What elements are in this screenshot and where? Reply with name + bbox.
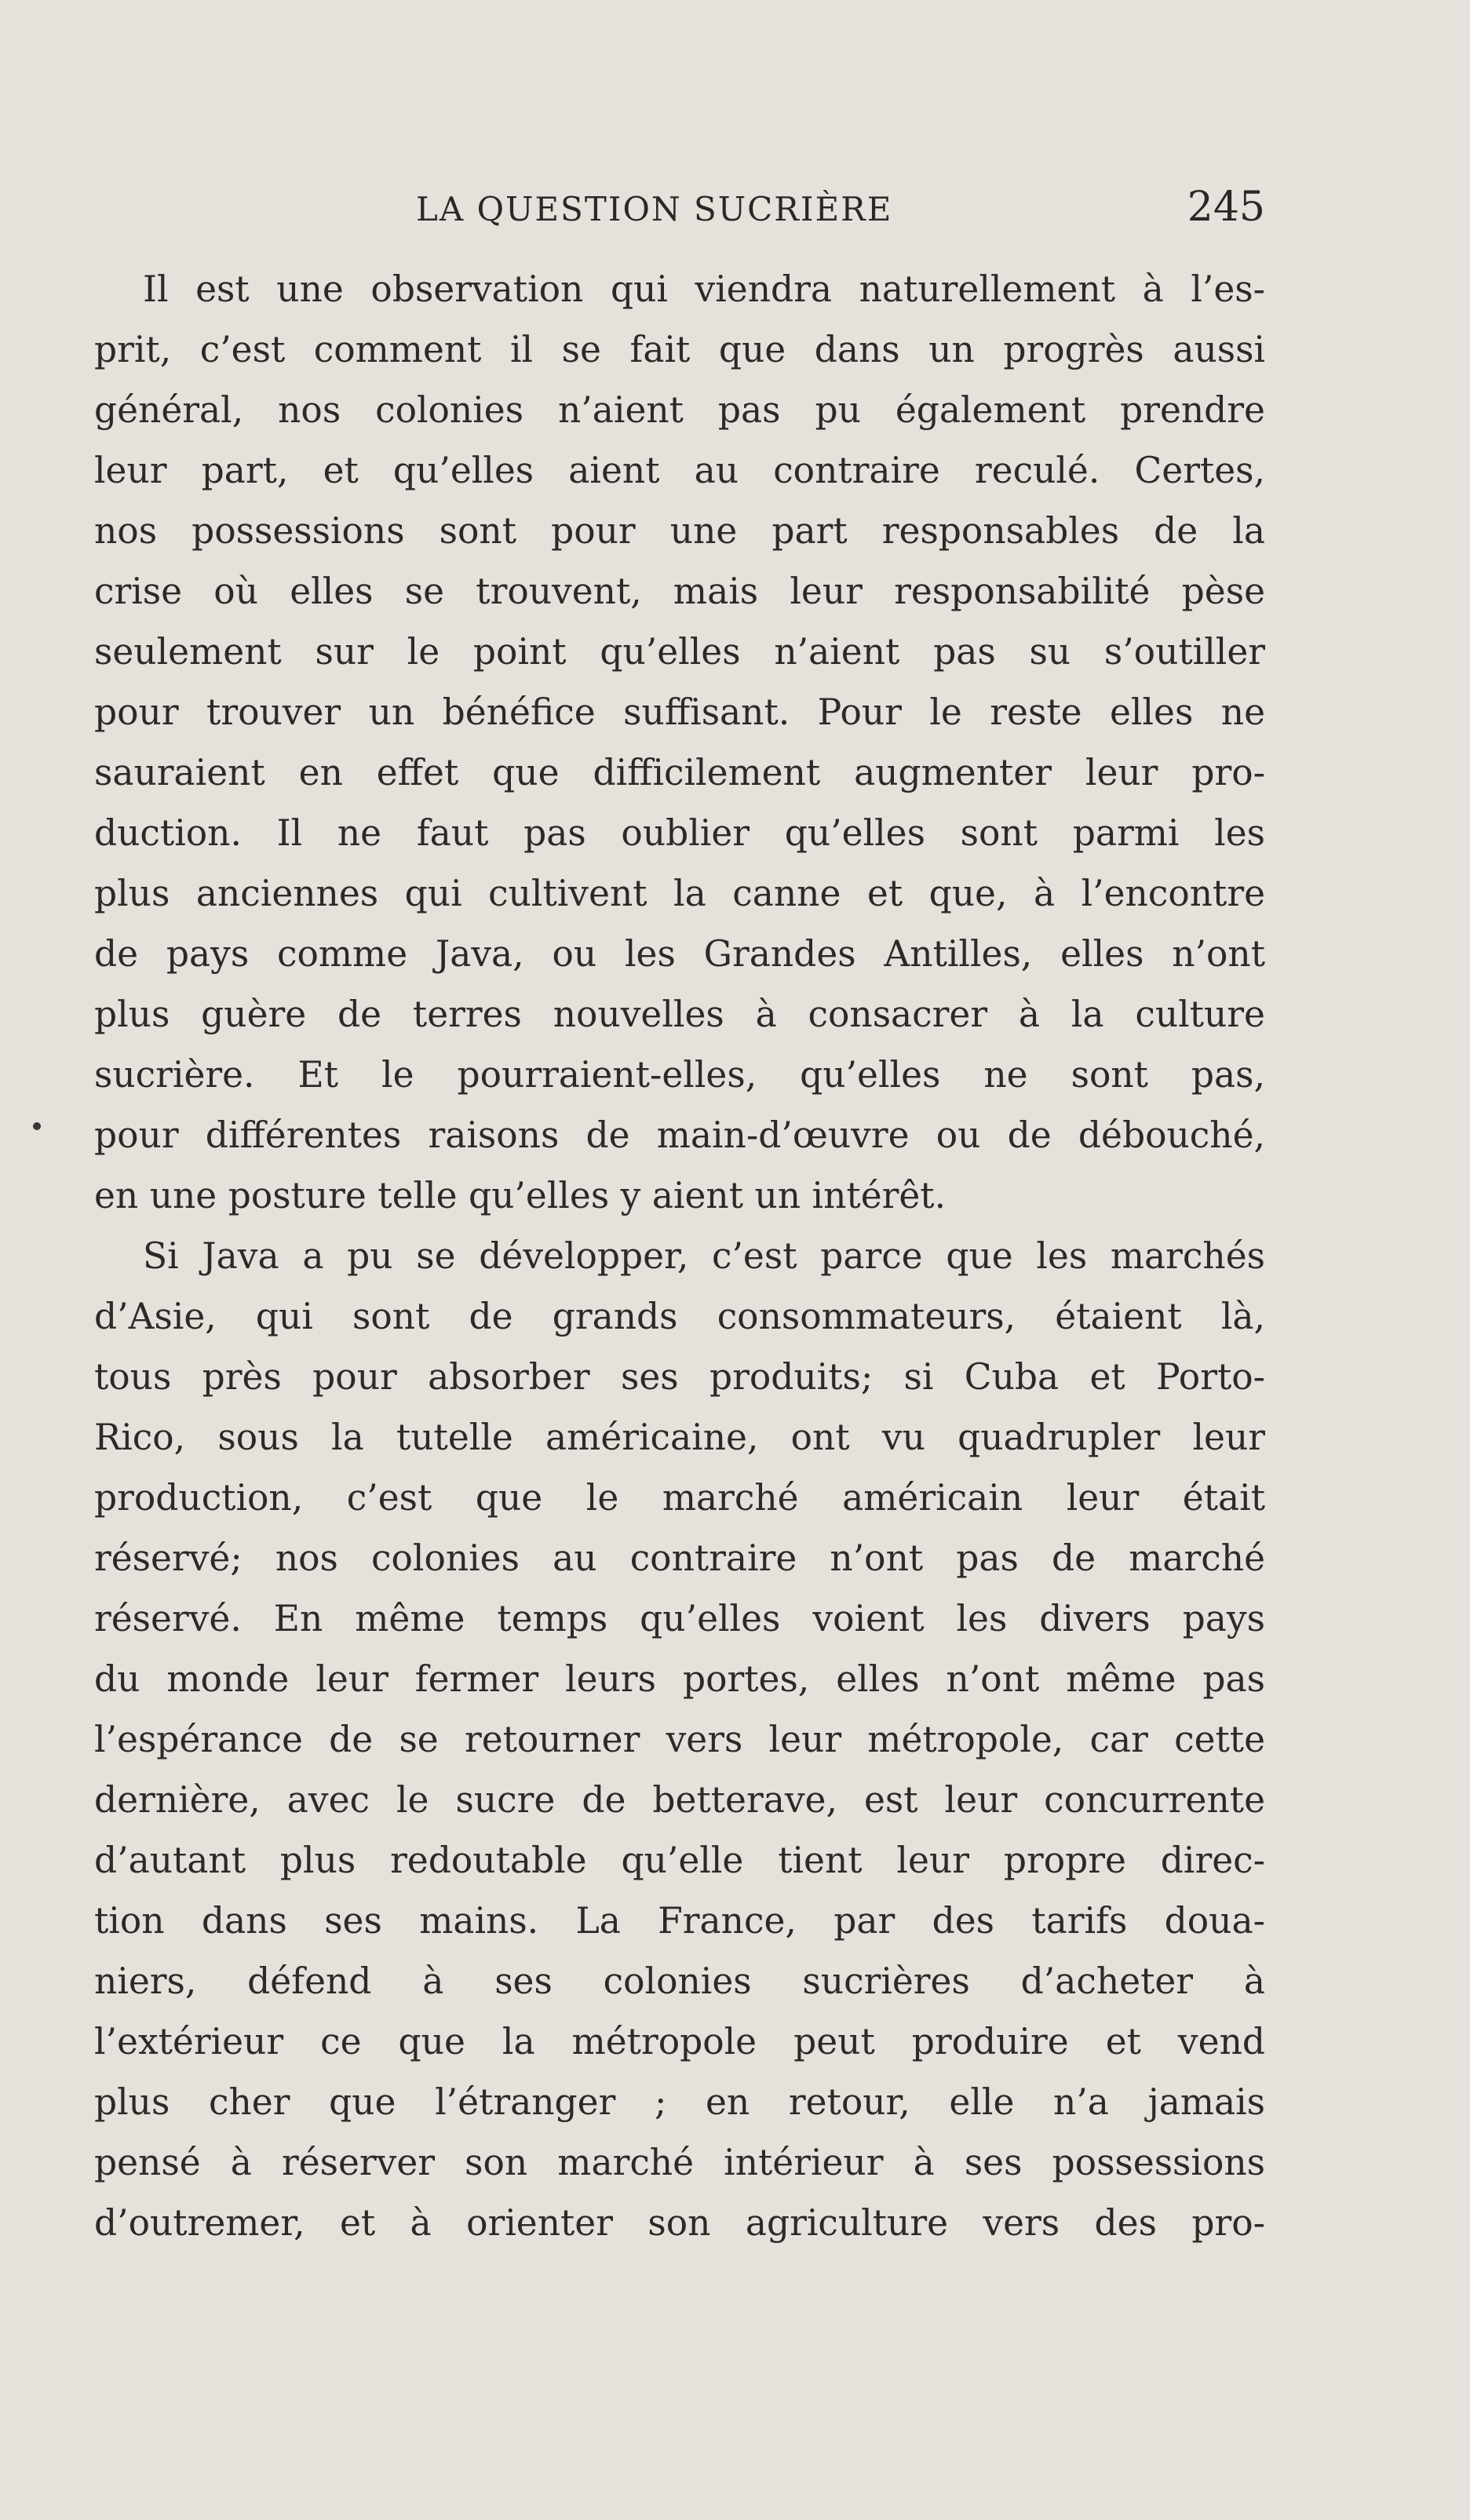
text-line: d’outremer, et à orienter son agriculture vers des pro-	[94, 2202, 1265, 2244]
text-line: plus cher que l’étranger ; en retour, elle n’a jamais	[94, 2081, 1265, 2123]
text-line: dernière, avec le sucre de betterave, est leur concurrente	[94, 1779, 1265, 1821]
text-line: tous près pour absorber ses produits; si Cuba et Porto-	[94, 1356, 1265, 1398]
text-line: nos possessions sont pour une part responsables de la	[94, 510, 1265, 552]
text-line: en une posture telle qu’elles y aient un intérêt.	[94, 1175, 947, 1216]
text-line: seulement sur le point qu’elles n’aient pas su s’outiller	[94, 631, 1265, 673]
text-line: production, c’est que le marché américain leur était	[94, 1477, 1265, 1519]
text-line: plus anciennes qui cultivent la canne et que, à l’encontre	[94, 873, 1265, 914]
body-text	[94, 259, 1265, 2253]
text-line: sucrière. Et le pourraient-elles, qu’elles ne sont pas,	[94, 1054, 1265, 1096]
text-line: leur part, et qu’elles aient au contraire reculé. Certes,	[94, 450, 1265, 491]
page-header	[94, 182, 1265, 245]
text-line: crise où elles se trouvent, mais leur responsabilité pèse	[94, 571, 1265, 612]
text-line: Il est une observation qui viendra naturellement à l’es-	[143, 268, 1265, 310]
text-line: Si Java a pu se développer, c’est parce que les marchés	[143, 1235, 1265, 1277]
text-line: général, nos colonies n’aient pas pu également prendre	[94, 389, 1265, 431]
text-line: niers, défend à ses colonies sucrières d’acheter à	[94, 1960, 1265, 2002]
text-line: d’Asie, qui sont de grands consommateurs, étaient là,	[94, 1296, 1265, 1337]
text-line: Rico, sous la tutelle américaine, ont vu quadrupler leur	[94, 1417, 1265, 1458]
text-line: de pays comme Java, ou les Grandes Antilles, elles n’ont	[94, 933, 1265, 975]
running-title: LA QUESTION SUCRIÈRE	[416, 190, 893, 228]
ink-speck	[33, 1122, 41, 1130]
text-line: pour différentes raisons de main-d’œuvre ou de débouché,	[94, 1114, 1265, 1156]
text-line: prit, c’est comment il se fait que dans un progrès aussi	[94, 329, 1265, 370]
text-line: duction. Il ne faut pas oublier qu’elles sont parmi les	[94, 812, 1265, 854]
text-line: tion dans ses mains. La France, par des tarifs doua-	[94, 1900, 1265, 1942]
text-line: plus guère de terres nouvelles à consacrer à la culture	[94, 994, 1265, 1035]
text-line: pour trouver un bénéfice suffisant. Pour le reste elles ne	[94, 691, 1265, 733]
text-line: réservé. En même temps qu’elles voient les divers pays	[94, 1598, 1265, 1639]
text-line: sauraient en effet que difficilement augmenter leur pro-	[94, 752, 1265, 793]
text-line: pensé à réserver son marché intérieur à ses possessions	[94, 2142, 1265, 2183]
text-line: d’autant plus redoutable qu’elle tient leur propre direc-	[94, 1840, 1265, 1881]
text-line: du monde leur fermer leurs portes, elles n’ont même pas	[94, 1658, 1265, 1700]
text-line: l’espérance de se retourner vers leur métropole, car cette	[94, 1719, 1265, 1760]
text-line: réservé; nos colonies au contraire n’ont pas de marché	[94, 1537, 1265, 1579]
page-number: 245	[1187, 184, 1265, 231]
text-line: l’extérieur ce que la métropole peut produire et vend	[94, 2021, 1265, 2062]
